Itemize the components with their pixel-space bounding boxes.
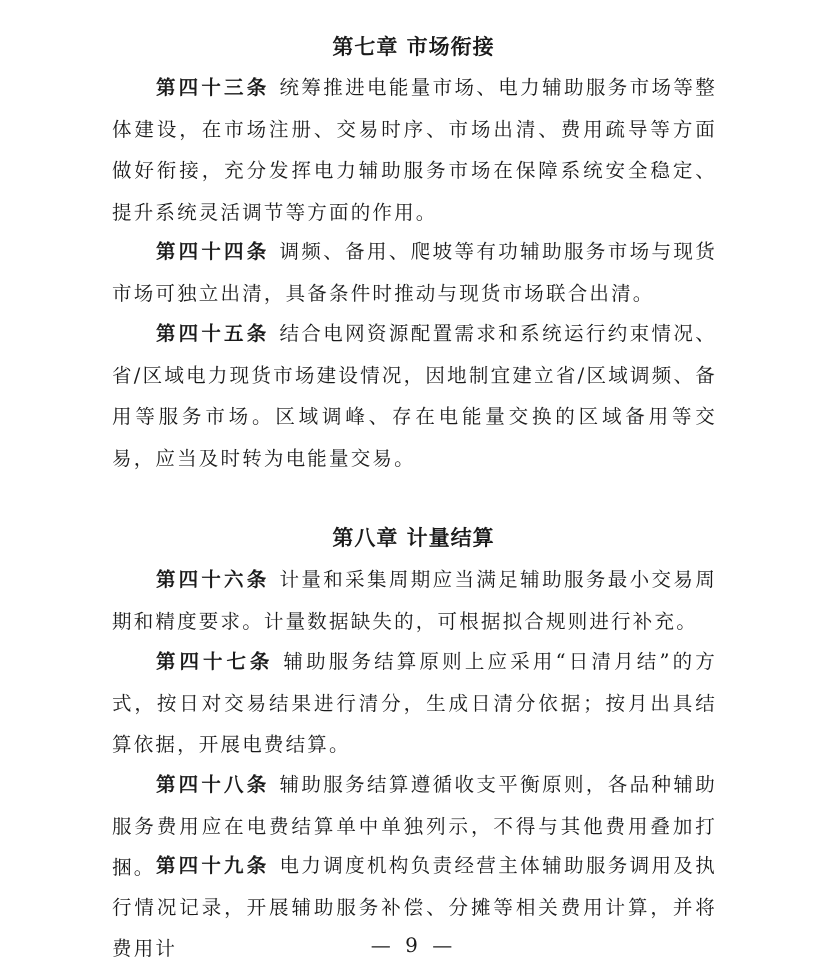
page-number: — 9 — — [370, 933, 457, 957]
article-48-text: 辅助服务结算遵循收支平衡原则，各品种辅助服务费用应在电费结算单中单独列示，不得与其他费用叠加打捆。 — [112, 773, 717, 879]
chapter-8-title: 第八章 计量结算 — [332, 526, 495, 550]
article-45-number: 第四十五条 — [156, 322, 270, 345]
article-48-number: 第四十八条 — [156, 773, 270, 796]
article-46-text: 计量和采集周期应当满足辅助服务最小交易周期和精度要求。计量数据缺失的，可根据拟合规则进行补充。 — [112, 568, 717, 633]
article-44-text: 调频、备用、爬坡等有功辅助服务市场与现货市场可独立出清，具备条件时推动与现货市场联合出清。 — [112, 240, 717, 305]
article-49-number: 第四十九条 — [156, 854, 270, 877]
article-45-text: 结合电网资源配置需求和系统运行约束情况、省/区域电力现货市场建设情况，因地制宜建立省/区域调频、备用等服务市场。区域调峰、存在电能量交换的区域备用等交易，应当及时转为电能量交易。 — [112, 322, 717, 470]
article-45 — [112, 313, 717, 479]
article-43-number: 第四十三条 — [156, 76, 270, 99]
article-47-number: 第四十七条 — [156, 650, 274, 673]
article-44 — [112, 231, 717, 314]
article-47 — [112, 641, 717, 766]
chapter-7-title: 第七章 市场衔接 — [332, 35, 495, 59]
article-43 — [112, 67, 717, 233]
article-49-text: 电力调度机构负责经营主体辅助服务调用及执行情况记录，开展辅助服务补偿、分摊等相关费用计算，并将费用计 — [112, 854, 717, 960]
article-43-text: 统筹推进电能量市场、电力辅助服务市场等整体建设，在市场注册、交易时序、市场出清、费用疏导等方面做好衔接，充分发挥电力辅助服务市场在保障系统安全稳定、提升系统灵活调节等方面的作用。 — [112, 76, 717, 224]
article-47-text: 辅助服务结算原则上应采用“日清月结”的方式，按日对交易结果进行清分，生成日清分依据；按月出具结算依据，开展电费结算。 — [112, 650, 717, 756]
article-46-number: 第四十六条 — [156, 568, 270, 591]
article-44-number: 第四十四条 — [156, 240, 270, 263]
article-46 — [112, 559, 717, 642]
